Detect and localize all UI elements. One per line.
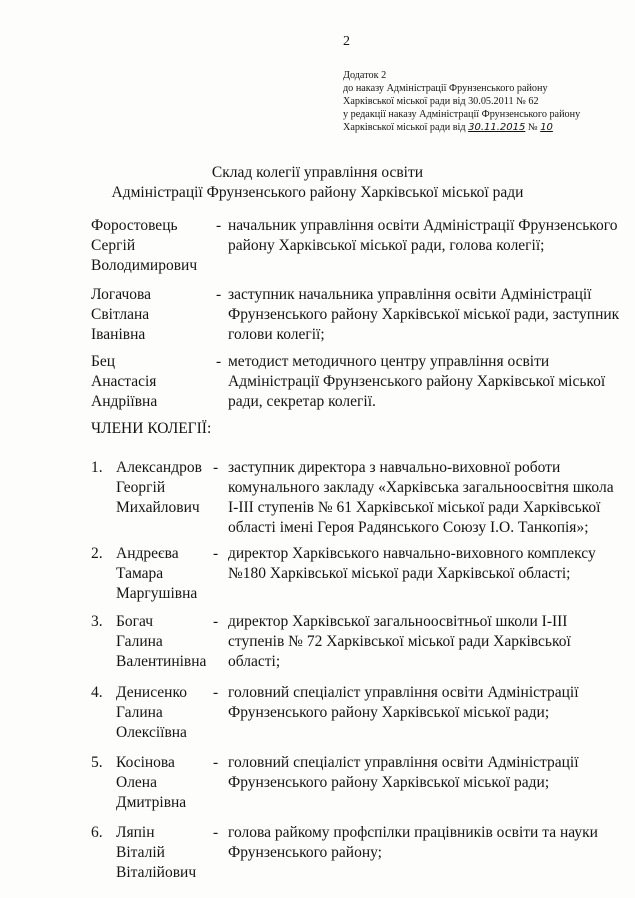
member-number: 6. [91,824,103,841]
person-role: головний спеціаліст управління освіти Адміністрації Фрунзенського району Харківської міської ради; [228,754,579,791]
dash-separator: - [216,286,222,303]
person-role: методист методичного центру управління освіти Адміністрації Фрунзенського району Харківської міської ради, секретар колегії. [228,353,606,410]
page-number: 2 [343,34,350,49]
member-number: 5. [91,754,103,771]
dash-separator: - [213,459,219,476]
person-name [91,352,216,412]
member-number: 3. [91,613,103,630]
first-name: Анастасія [91,373,157,390]
first-name: Галина [116,633,163,650]
surname: Косінова [116,754,175,771]
member-number: 1. [91,459,103,476]
person-name [116,544,219,604]
handwritten-number: 10 [540,122,553,133]
annex-block [343,69,580,134]
person-role: директор Харківської загальноосвітньої школи І-ІІІ ступенів № 72 Харківської міської ради Харківської області; [228,613,571,670]
patronymic: Олексіївна [116,724,187,741]
dash-separator: - [213,754,219,771]
annex-line-5 [343,121,580,134]
surname: Богач [116,613,154,630]
person-name [91,216,216,276]
surname: Ляпін [116,824,155,841]
patronymic: Маргушівна [116,585,198,602]
patronymic: Дмитрівна [116,794,187,811]
patronymic: Валентинівна [116,653,207,670]
surname: Александров [116,459,202,476]
first-name: Віталій [116,844,165,861]
surname: Форостовець [91,217,178,234]
annex-number-sign: № [527,122,538,133]
dash-separator: - [216,353,222,370]
person-role: головний спеціаліст управління освіти Адміністрації Фрунзенського району Харківської міської ради; [228,684,579,721]
person-role: заступник начальника управління освіти Адміністрації Фрунзенського району Харківської міської ради, заступник голови колегії; [228,286,620,343]
person-role: директор Харківського навчально-виховного комплексу №180 Харківської міської ради Харківської області; [228,545,596,582]
annex-line-4: у редакції наказу Адміністрації Фрунзенського району [343,109,581,120]
title-line-1: Склад колегії управління освіти [211,164,424,181]
first-name: Олена [116,774,157,791]
first-name: Галина [116,704,163,721]
patronymic: Андріївна [91,393,158,410]
first-name: Георгій [116,479,166,496]
person-name [116,823,219,883]
surname: Денисенко [116,684,187,701]
person-name [116,612,219,672]
patronymic: Володимирович [91,257,198,274]
person-name [116,458,219,518]
annex-line-1: Додаток 2 [343,70,387,81]
annex-line-5-prefix: Харківської міської ради від [343,122,466,133]
patronymic: Михайлович [116,499,200,516]
person-name [116,683,219,743]
annex-line-3: Харківської міської ради від 30.05.2011 № 62 [343,96,539,107]
first-name: Тамара [116,565,164,582]
annex-line-2: до наказу Адміністрації Фрунзенського району [343,83,548,94]
person-role: голова райкому профспілки працівників освіти та науки Фрунзенського району; [228,824,598,861]
surname: Андреєва [116,545,179,562]
person-role: начальник управління освіти Адміністрації Фрунзенського району Харківської міської ради, голова колегії; [228,217,618,254]
title-line-2: Адміністрації Фрунзенського району Харківської міської ради [111,184,524,201]
surname: Бец [91,353,116,370]
member-number: 4. [91,684,103,701]
handwritten-date: 30.11.2015 [468,122,526,133]
dash-separator: - [213,613,219,630]
dash-separator: - [213,684,219,701]
member-number: 2. [91,545,103,562]
dash-separator: - [213,824,219,841]
patronymic: Іванівна [91,326,146,343]
members-heading: ЧЛЕНИ КОЛЕГІЇ: [91,420,212,437]
person-role: заступник директора з навчально-виховної роботи комунального закладу «Харківська загальноосвітня школа І-ІІІ ступенів № 61 Харківської міської ради Харківської області імені Героя Радянського Союзу І.О. Танкопія»; [228,459,614,536]
first-name: Світлана [91,306,150,323]
first-name: Сергій [91,237,136,254]
person-name [116,753,219,813]
document-title [0,163,635,203]
surname: Логачова [91,286,152,303]
patronymic: Віталійович [116,864,197,881]
dash-separator: - [213,545,219,562]
dash-separator: - [216,217,222,234]
person-name [91,285,216,345]
